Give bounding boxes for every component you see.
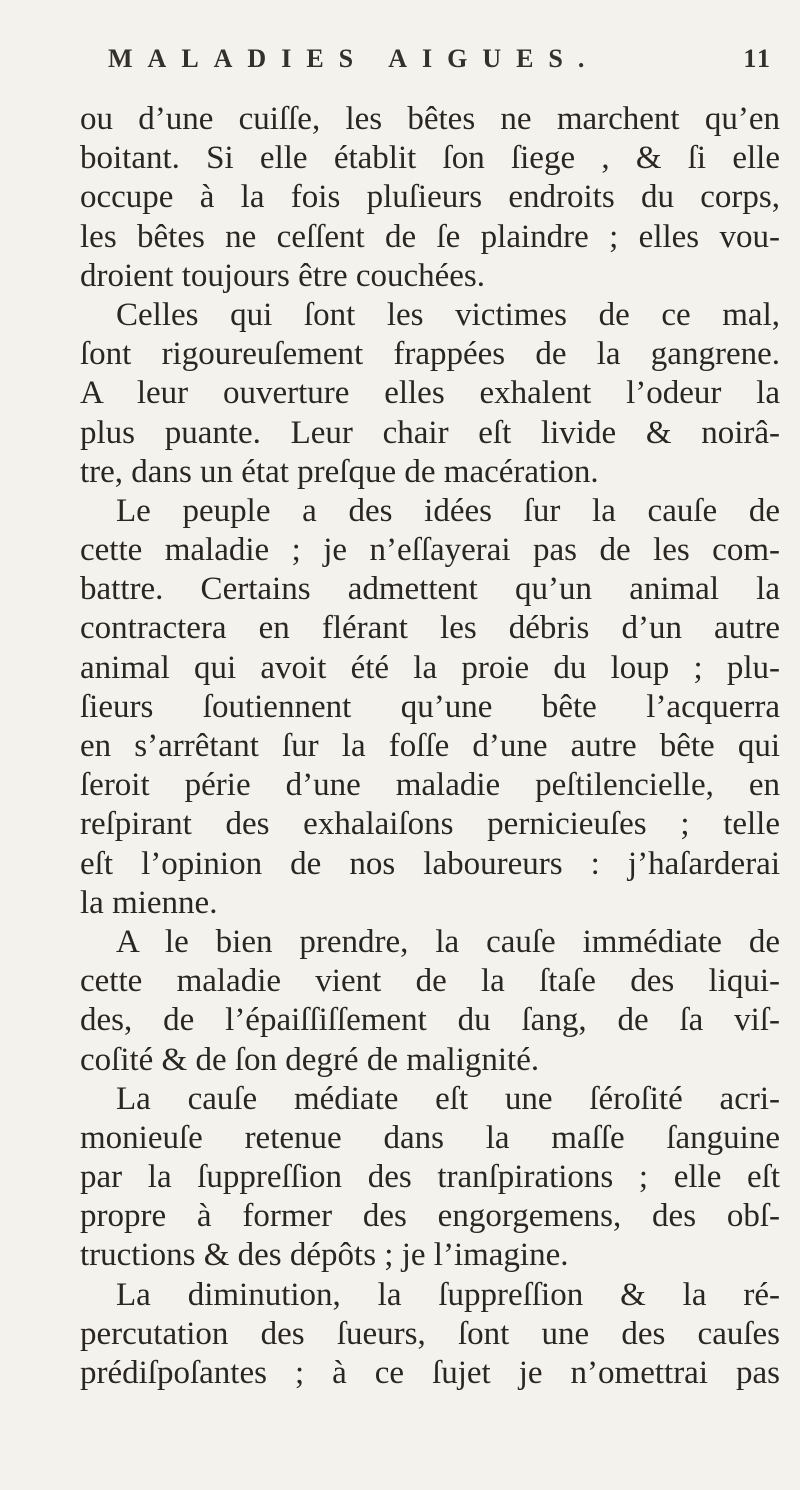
text-line: reſpirant des exhalaiſons pernicieuſes ; telle — [80, 806, 780, 843]
page-number: 11 — [743, 44, 772, 73]
text-line: la mienne. — [80, 884, 218, 921]
text-line: plus puante. Leur chair eſt livide & noirâ- — [80, 414, 780, 451]
text-line: occupe à la fois pluſieurs endroits du corps, — [80, 179, 780, 216]
text-line: animal qui avoit été la proie du loup ; plu- — [80, 649, 780, 686]
text-line: les bêtes ne ceſſent de ſe plaindre ; elles vou- — [80, 218, 780, 255]
text-line: tructions & des dépôts ; je l’imagine. — [80, 1237, 569, 1274]
text-line: tre, dans un état preſque de macération. — [80, 453, 599, 490]
text-line: battre. Certains admettent qu’un animal la — [80, 571, 780, 608]
text-line: cette maladie ; je n’eſſayerai pas de les com- — [80, 532, 780, 569]
running-title: MALADIES AIGUES. — [108, 44, 600, 73]
text-line: percutation des ſueurs, ſont une des cauſes — [80, 1315, 780, 1352]
text-line: Celles qui ſont les victimes de ce mal, — [116, 296, 780, 333]
text-line: droient toujours être couchées. — [80, 257, 486, 294]
text-line: ſieurs ſoutiennent qu’une bête l’acquerra — [80, 688, 780, 725]
body-text — [80, 100, 780, 1393]
text-line: prédiſpoſantes ; à ce ſujet je n’omettrai pas — [80, 1355, 780, 1391]
text-line: ſont rigoureuſement frappées de la gangrene. — [80, 336, 780, 373]
text-line: propre à former des engorgemens, des obſ- — [80, 1198, 780, 1235]
text-line: A leur ouverture elles exhalent l’odeur la — [80, 375, 780, 412]
text-line: ou d’une cuiſſe, les bêtes ne marchent qu’en — [80, 101, 780, 137]
text-line: Le peuple a des idées ſur la cauſe de — [116, 492, 780, 529]
text-line: ſeroit périe d’une maladie peſtilencielle, en — [80, 767, 780, 804]
text-line: coſité & de ſon degré de malignité. — [80, 1041, 540, 1078]
text-line: contractera en flérant les débris d’un autre — [80, 610, 780, 647]
text-line: cette maladie vient de la ſtaſe des liqui- — [80, 963, 780, 1000]
text-line: A le bien prendre, la cauſe immédiate de — [116, 923, 780, 960]
text-line: La cauſe médiate eſt une ſéroſité acri- — [116, 1080, 780, 1117]
text-line: par la ſuppreſſion des tranſpirations ; elle eſt — [80, 1159, 780, 1196]
text-line: en s’arrêtant ſur la foſſe d’une autre bête qui — [80, 728, 780, 764]
text-line: La diminution, la ſuppreſſion & la ré- — [116, 1276, 780, 1313]
text-line: boitant. Si elle établit ſon ſiege , & ſi elle — [80, 140, 780, 177]
text-line: des, de l’épaiſſiſſement du ſang, de ſa viſ- — [80, 1002, 780, 1039]
running-head — [108, 44, 778, 84]
text-line: eſt l’opinion de nos laboureurs : j’haſarderai — [80, 845, 780, 882]
text-line: monieuſe retenue dans la maſſe ſanguine — [80, 1119, 780, 1156]
